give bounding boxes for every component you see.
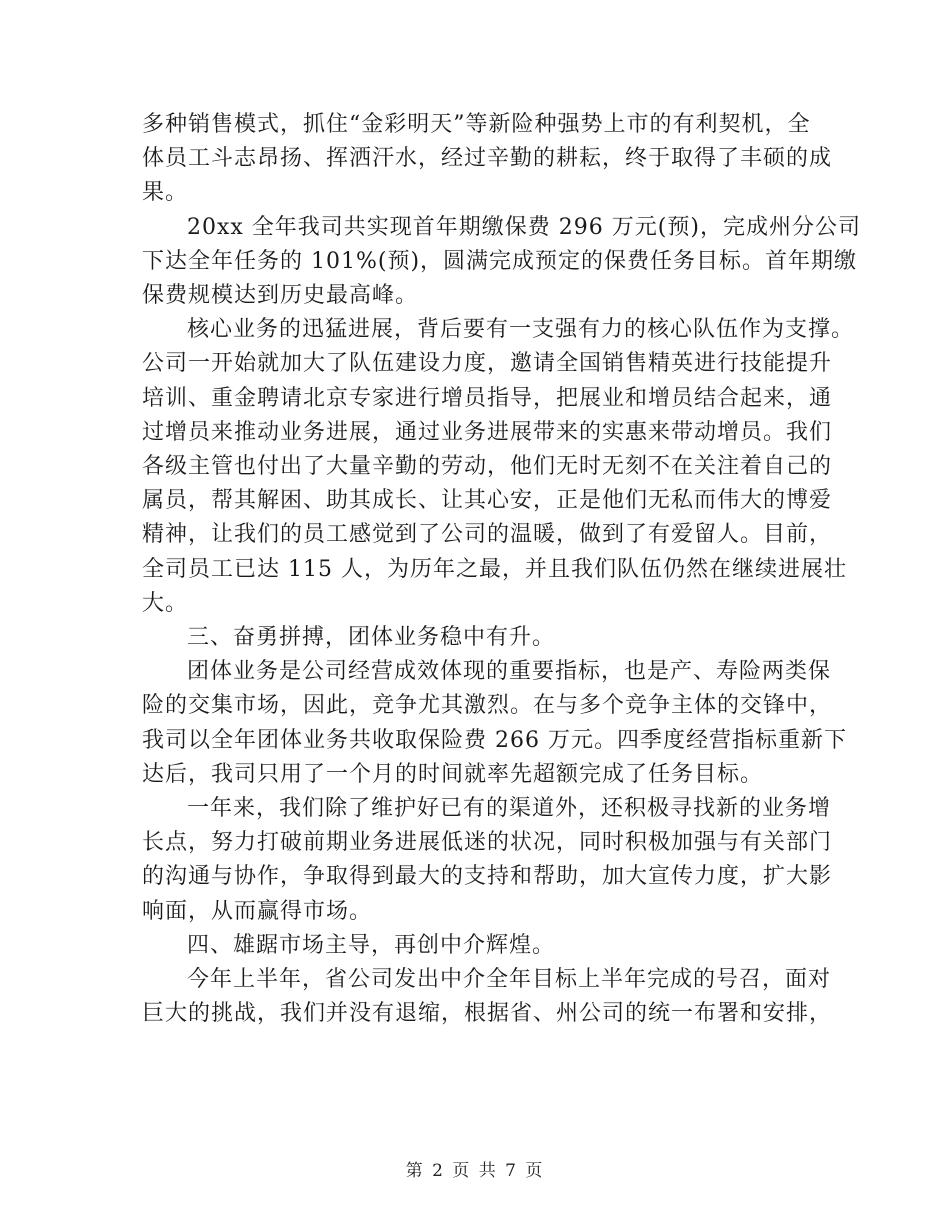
text-line: 下达全年任务的 101%(预)，圆满完成预定的保费任务目标。首年期缴 [142, 248, 858, 274]
text-line: 四、雄踞市场主导，再创中介辉煌。 [187, 932, 556, 958]
text-line: 属员，帮其解困、助其成长、让其心安，正是他们无私而伟大的博爱 [142, 488, 833, 514]
page-number: 第 2 页 共 7 页 [405, 1161, 545, 1181]
text-line: 保费规模达到历史最高峰。 [142, 283, 419, 309]
paragraph [142, 655, 847, 792]
section-heading [142, 929, 810, 963]
text-line: 多种销售模式，抓住“金彩明天”等新险种强势上市的有利契机，全 [142, 112, 811, 137]
text-line: 我司以全年团体业务共收取保险费 266 万元。四季度经营指标重新下 [142, 727, 847, 753]
page-footer [0, 1156, 950, 1181]
text-line: 20xx 全年我司共实现首年期缴保费 296 万元(预)，完成州分公司 [187, 214, 861, 240]
text-line: 三、奋勇拼搏，团体业务稳中有升。 [187, 625, 556, 651]
text-line: 大。 [142, 590, 189, 616]
text-line: 培训、重金聘请北京专家进行增员指导，把展业和增员结合起来，通 [142, 385, 833, 411]
text-line: 全司员工已达 115 人，为历年之最，并且我们队伍仍然在继续进展壮 [142, 556, 847, 582]
paragraph [142, 108, 833, 211]
text-line: 今年上半年，省公司发出中介全年目标上半年完成的号召，面对 [187, 967, 832, 993]
paragraph [142, 792, 833, 929]
text-line: 果。 [142, 180, 189, 206]
text-line: 一年来，我们除了维护好已有的渠道外，还积极寻找新的业务增 [187, 796, 832, 822]
text-line: 的沟通与协作，争取得到最大的支持和帮助，加大宣传力度，扩大影 [142, 864, 833, 890]
text-line: 长点，努力打破前期业务进展低迷的状况，同时积极加强与有关部门 [142, 830, 833, 856]
section-heading [142, 621, 810, 655]
paragraph [142, 211, 861, 314]
text-line: 过增员来推动业务进展，通过业务进展带来的实惠来带动增员。我们 [142, 419, 833, 445]
text-line: 响面，从而赢得市场。 [142, 898, 373, 924]
text-line: 核心业务的迅猛进展，背后要有一支强有力的核心队伍作为支撑。 [187, 317, 855, 343]
text-line: 巨大的挑战，我们并没有退缩，根据省、州公司的统一布署和安排， [142, 1001, 833, 1027]
paragraph [142, 313, 855, 621]
text-line: 精神，让我们的员工感觉到了公司的温暖，做到了有爱留人。目前， [142, 522, 833, 548]
text-line: 团体业务是公司经营成效体现的重要指标，也是产、寿险两类保 [187, 659, 832, 685]
document-body [142, 108, 861, 1031]
text-line: 险的交集市场，因此，竞争尤其激烈。在与多个竞争主体的交锋中， [142, 693, 833, 719]
paragraph [142, 963, 833, 1031]
text-line: 体员工斗志昂扬、挥洒汗水，经过辛勤的耕耘，终于取得了丰硕的成 [142, 146, 833, 172]
text-line: 公司一开始就加大了队伍建设力度，邀请全国销售精英进行技能提升 [142, 351, 833, 377]
text-line: 达后，我司只用了一个月的时间就率先超额完成了任务目标。 [142, 761, 764, 787]
text-line: 各级主管也付出了大量辛勤的劳动，他们无时无刻不在关注着自己的 [142, 454, 833, 480]
